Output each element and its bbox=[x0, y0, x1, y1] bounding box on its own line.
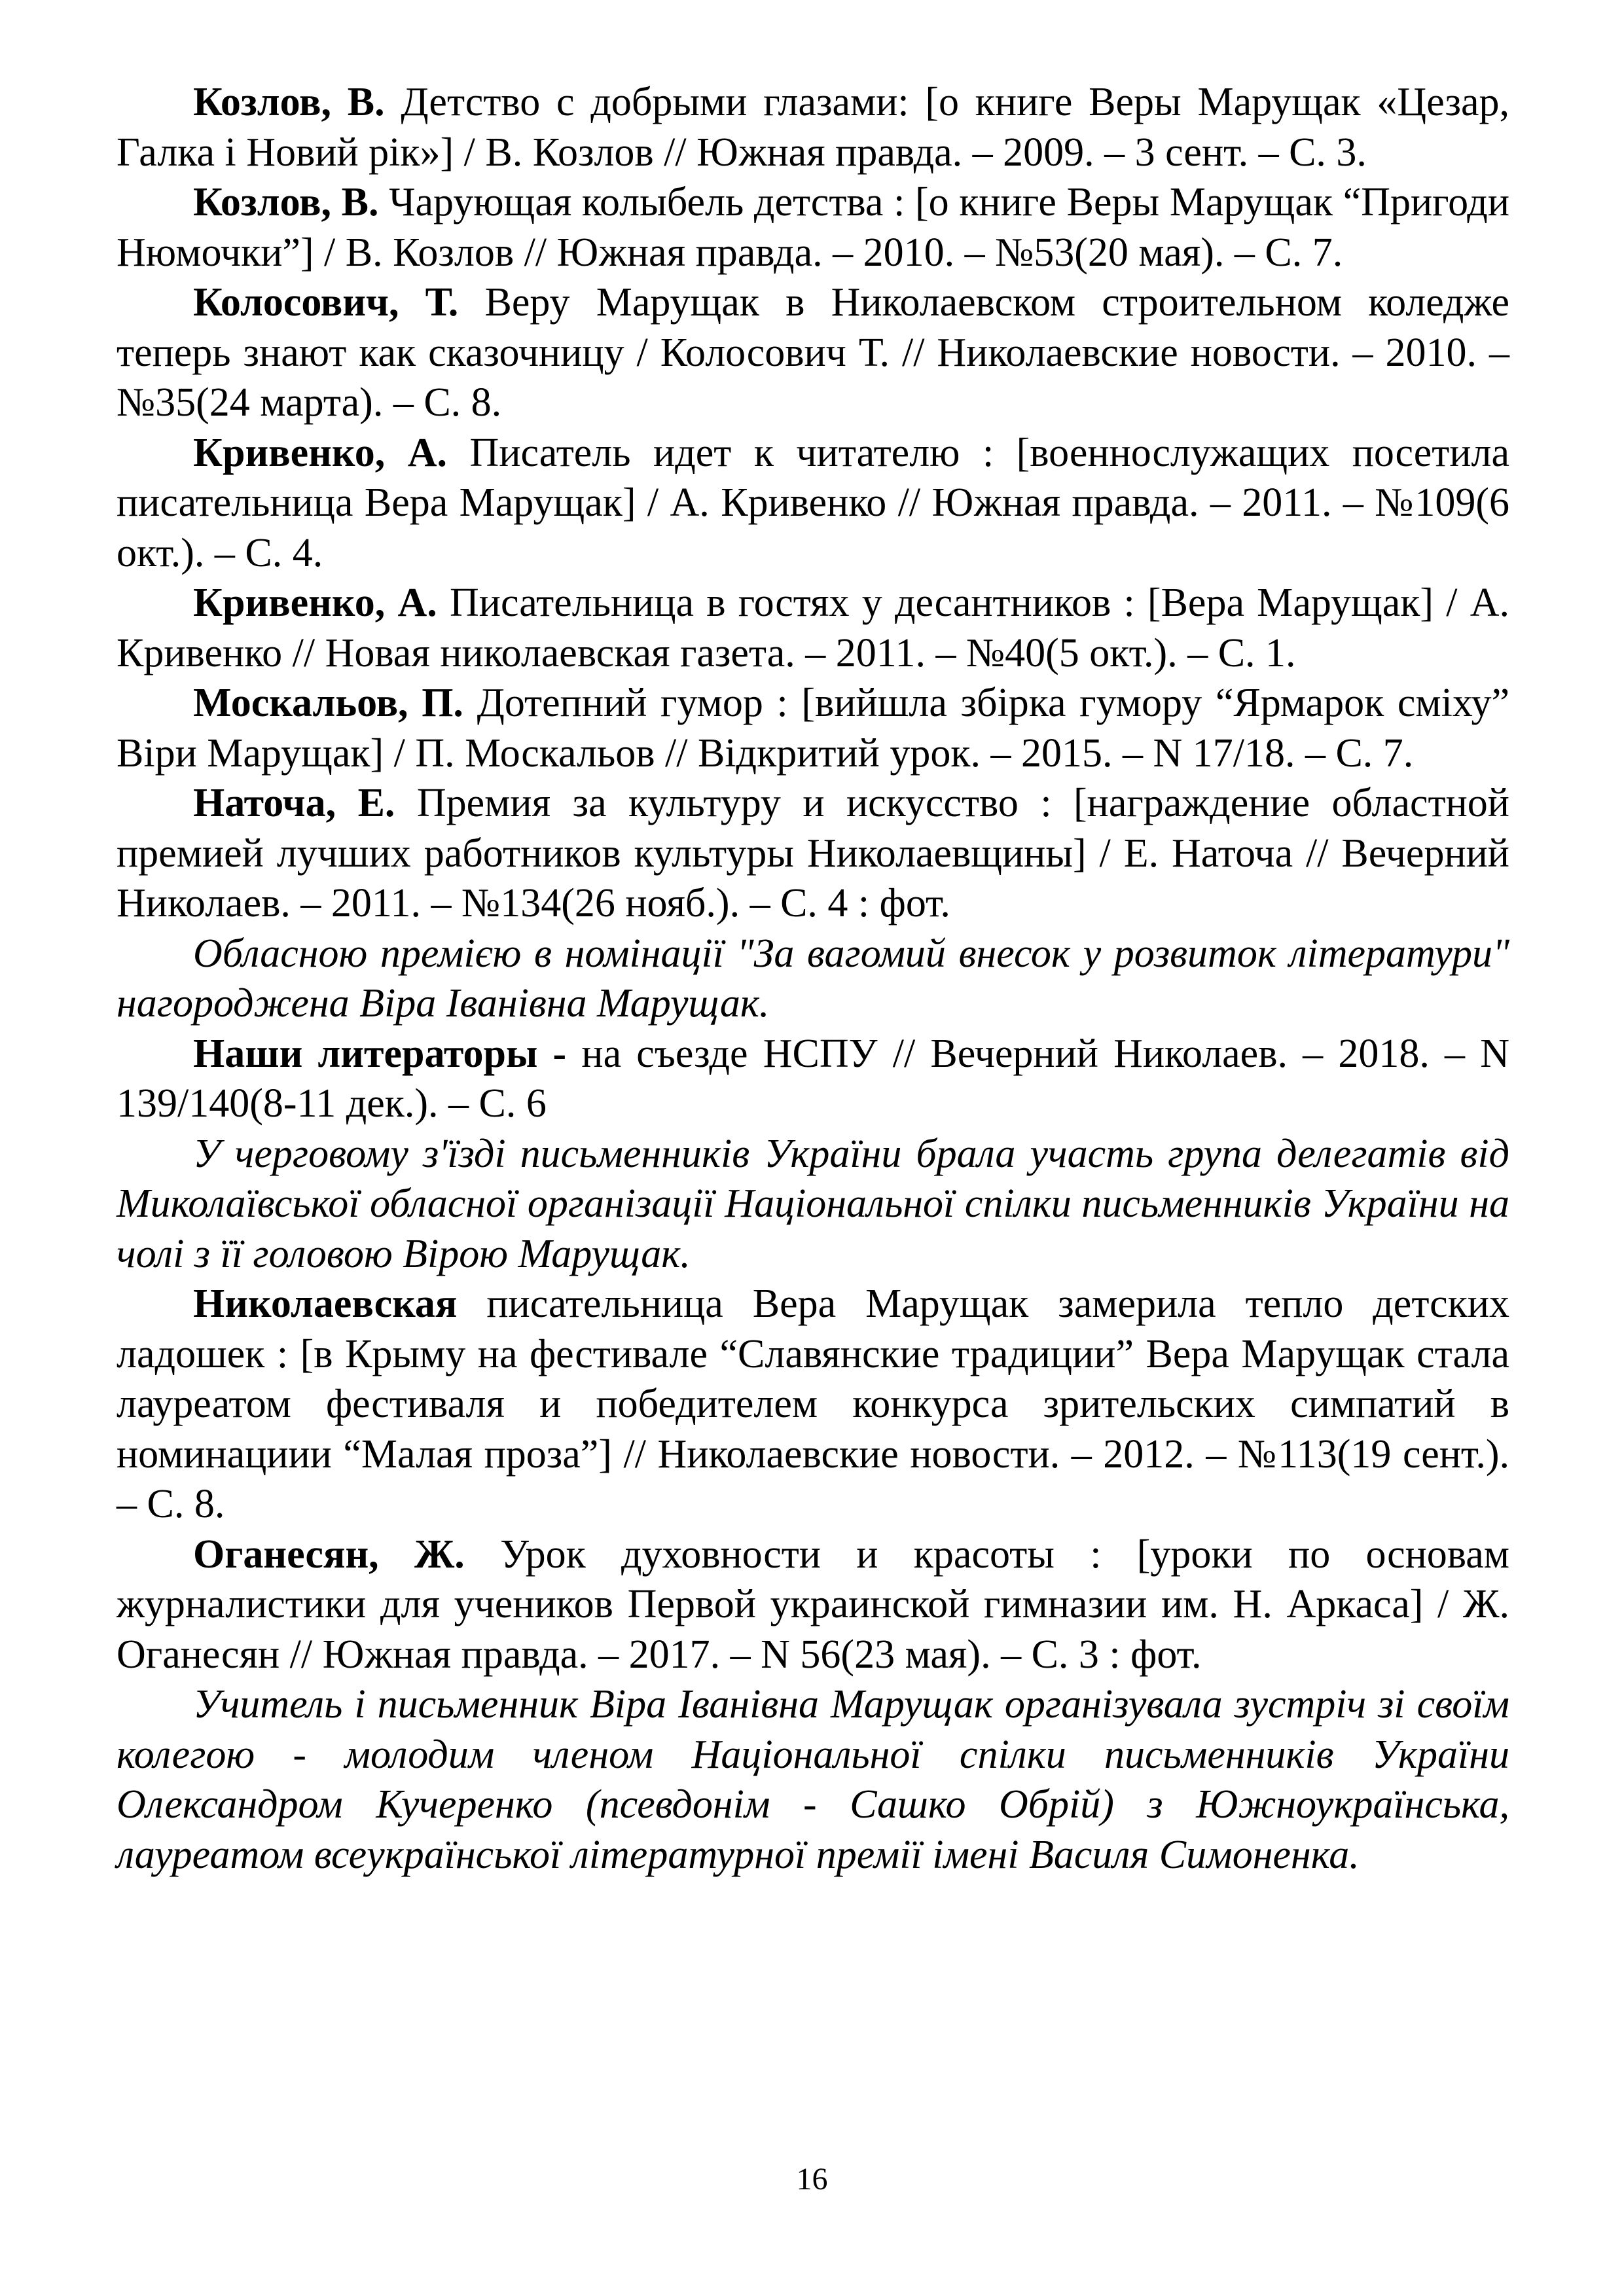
entry-annotation: У черговому з'їзді письменників України брала участь група делегатів від Миколаївської обласної організації Національної спілки письменників України на чолі з її головою Вірою Марущак. bbox=[117, 1131, 1509, 1276]
bibliography-entry bbox=[117, 77, 1509, 177]
entry-author: Кривенко, А. bbox=[193, 581, 437, 625]
entry-text: Чарующая колыбель детства : [о книге Веры Марущак “Пригоди Нюмочки”] / В. Козлов // Южная правда. – 2010. – №53(20 мая). – С. 7. bbox=[117, 180, 1510, 275]
bibliography-entry bbox=[117, 678, 1509, 778]
entry-annotation: Учитель і письменник Віра Іванівна Марущак організувала зустріч зі своїм колегою - молодим членом Національної спілки письменників України Олександром Кучеренко (псевдонім - Сашко Обрій) з Южноукраїнська, лауреатом всеукраїнської літературної премії імені Василя Симоненка. bbox=[117, 1682, 1509, 1877]
entry-author: Николаевская bbox=[193, 1282, 458, 1326]
entry-text: Веру Марущак в Николаевском строительном коледже теперь знают как сказочницу / Колосович Т. // Николаевские новости. – 2010. – №35(24 марта). – С. 8. bbox=[117, 280, 1509, 425]
entry-annotation: Обласною премією в номінації "За вагомий внесок у розвиток літератури" нагороджена Віра Іванівна Марущак. bbox=[117, 931, 1509, 1026]
entry-text: Урок духовности и красоты : [уроки по основам журналистики для учеников Первой украинской гимназии им. Н. Аркаса] / Ж. Оганесян // Южная правда. – 2017. – N 56(23 мая). – С. 3 : фот. bbox=[117, 1532, 1510, 1677]
entry-author: Кривенко, А. bbox=[193, 430, 448, 475]
entry-author: Козлов, В. bbox=[193, 80, 385, 124]
bibliography-list bbox=[117, 77, 1509, 1880]
entry-text: писательница Вера Марущак замерила тепло детских ладошек : [в Крыму на фестивале “Славянские традиции” Вера Марущак стала лауреатом фестиваля и победителем конкурса зрительских симпатий в номинациии “Малая проза”] // Николаевские новости. – 2012. – №113(19 сент.). – С. 8. bbox=[117, 1282, 1509, 1526]
bibliography-entry bbox=[117, 1029, 1509, 1129]
entry-author: Наши литераторы - bbox=[193, 1031, 567, 1076]
bibliography-entry bbox=[117, 1279, 1509, 1530]
page-number: 16 bbox=[796, 2162, 828, 2197]
entry-text: Детство с добрыми глазами: [о книге Веры Марущак «Цезар, Галка і Новий рік»] / В. Козлов // Южная правда. – 2009. – 3 сент. – С. 3. bbox=[117, 80, 1509, 175]
entry-author: Колосович, Т. bbox=[193, 280, 459, 325]
entry-text: на съезде НСПУ // Вечерний Николаев. – 2018. – N 139/140(8-11 дек.). – С. 6 bbox=[117, 1031, 1509, 1126]
entry-text: Премия за культуру и искусство : [награждение областной премией лучших работников культуры Николаевщины] / Е. Наточа // Вечерний Николаев. – 2011. – №134(26 нояб.). – С. 4 : фот. bbox=[117, 781, 1509, 925]
entry-author: Оганесян, Ж. bbox=[193, 1532, 465, 1577]
entry-text: Писательница в гостях у десантников : [Вера Марущак] / А. Кривенко // Новая николаевская газета. – 2011. – №40(5 окт.). – С. 1. bbox=[117, 581, 1509, 675]
entry-text: Писатель идет к читателю : [военнослужащих посетила писательница Вера Марущак] / А. Кривенко // Южная правда. – 2011. – №109(6 окт.). – С. 4. bbox=[117, 430, 1509, 575]
entry-author: Наточа, Е. bbox=[193, 781, 395, 825]
entry-text: Дотепний гумор : [вийшла збірка гумору “Ярмарок сміху” Віри Марущак] / П. Москальов // Відкритий урок. – 2015. – N 17/18. – С. 7. bbox=[117, 681, 1509, 776]
bibliography-entry bbox=[117, 278, 1509, 428]
bibliography-entry bbox=[117, 1530, 1509, 1680]
bibliography-entry bbox=[117, 578, 1509, 678]
bibliography-entry bbox=[117, 177, 1509, 278]
entry-author: Москальов, П. bbox=[193, 681, 463, 725]
bibliography-entry bbox=[117, 778, 1509, 929]
entry-author: Козлов, В. bbox=[193, 180, 379, 224]
bibliography-entry bbox=[117, 428, 1509, 579]
